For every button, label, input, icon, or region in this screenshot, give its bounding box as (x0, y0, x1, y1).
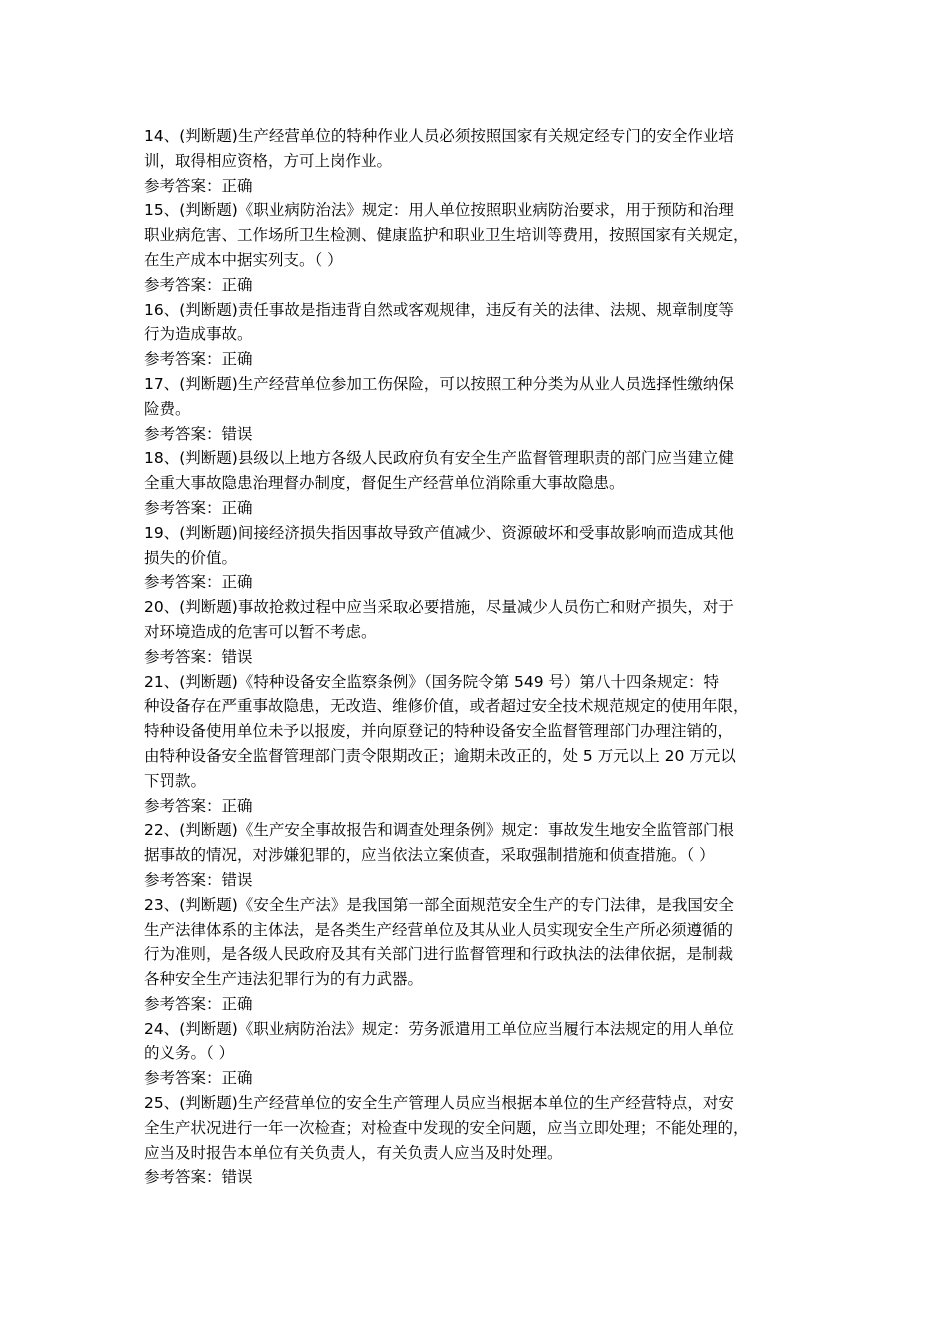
question-block (144, 446, 834, 520)
question-block (144, 198, 834, 297)
question-line: 17、(判断题)生产经营单位参加工伤保险，可以按照工种分类为从业人员选择性缴纳保 (144, 374, 734, 393)
question-line: 下罚款。 (144, 771, 207, 790)
question-line: 14、(判断题)生产经营单位的特种作业人员必须按照国家有关规定经专门的安全作业培 (144, 127, 734, 145)
question-block (144, 124, 834, 198)
question-text (144, 893, 834, 992)
question-block (144, 1017, 834, 1091)
question-block (144, 818, 834, 892)
question-line: 险费。 (144, 399, 191, 418)
reference-answer: 参考答案：正确 (144, 573, 253, 592)
reference-answer: 参考答案：正确 (144, 994, 253, 1013)
question-line: 的义务。（ ） (144, 1044, 235, 1063)
question-block (144, 893, 834, 1017)
question-line: 各种安全生产违法犯罪行为的有力武器。 (144, 970, 424, 989)
reference-answer: 参考答案：正确 (144, 1069, 253, 1088)
question-block (144, 1091, 834, 1190)
question-text (144, 198, 834, 272)
reference-answer: 参考答案：错误 (144, 424, 253, 443)
question-line: 16、(判断题)责任事故是指违背自然或客观规律，违反有关的法律、法规、规章制度等 (144, 300, 734, 319)
question-text (144, 1017, 834, 1067)
question-text (144, 372, 834, 422)
question-block (144, 372, 834, 446)
question-line: 损失的价值。 (144, 548, 238, 567)
question-line: 职业病危害、工作场所卫生检测、健康监护和职业卫生培训等费用，按照国家有关规定， (144, 226, 749, 245)
question-line: 种设备存在严重事故隐患，无改造、维修价值，或者超过安全技术规范规定的使用年限， (144, 697, 749, 716)
question-line: 生产法律体系的主体法，是各类生产经营单位及其从业人员实现安全生产所必须遵循的 (144, 920, 734, 939)
question-text (144, 818, 834, 868)
question-block (144, 595, 834, 669)
question-text (144, 670, 834, 794)
question-line: 由特种设备安全监督管理部门责令限期改正；逾期未改正的，处 5 万元以上 20 万元以 (144, 746, 736, 765)
question-text (144, 595, 834, 645)
reference-answer: 参考答案：正确 (144, 176, 253, 195)
reference-answer: 参考答案：错误 (144, 870, 253, 889)
question-line: 全生产状况进行一年一次检查；对检查中发现的安全问题，应当立即处理；不能处理的， (144, 1118, 749, 1137)
question-line: 22、(判断题)《生产安全事故报告和调查处理条例》规定：事故发生地安全监管部门根 (144, 821, 734, 840)
question-line: 行为造成事故。 (144, 325, 253, 344)
question-text (144, 1091, 834, 1165)
reference-answer: 参考答案：正确 (144, 498, 253, 517)
question-line: 19、(判断题)间接经济损失指因事故导致产值减少、资源破坏和受事故影响而造成其他 (144, 523, 734, 542)
question-text (144, 521, 834, 571)
question-block (144, 298, 834, 372)
question-line: 18、(判断题)县级以上地方各级人民政府负有安全生产监督管理职责的部门应当建立健 (144, 449, 734, 468)
question-line: 23、(判断题)《安全生产法》是我国第一部全面规范安全生产的专门法律，是我国安全 (144, 895, 734, 914)
question-line: 在生产成本中据实列支。（ ） (144, 250, 343, 269)
question-line: 行为准则，是各级人民政府及其有关部门进行监督管理和行政执法的法律依据，是制裁 (144, 945, 734, 964)
question-line: 全重大事故隐患治理督办制度，督促生产经营单位消除重大事故隐患。 (144, 474, 625, 493)
question-line: 20、(判断题)事故抢救过程中应当采取必要措施，尽量减少人员伤亡和财产损失，对于 (144, 598, 734, 617)
question-block (144, 521, 834, 595)
question-line: 25、(判断题)生产经营单位的安全生产管理人员应当根据本单位的生产经营特点，对安 (144, 1094, 734, 1113)
question-line: 对环境造成的危害可以暂不考虑。 (144, 622, 377, 641)
reference-answer: 参考答案：正确 (144, 350, 253, 369)
question-line: 应当及时报告本单位有关负责人，有关负责人应当及时处理。 (144, 1143, 563, 1162)
question-block (144, 670, 834, 819)
reference-answer: 参考答案：错误 (144, 647, 253, 666)
question-line: 训，取得相应资格，方可上岗作业。 (144, 151, 393, 170)
question-text (144, 446, 834, 496)
question-line: 21、(判断题)《特种设备安全监察条例》（国务院令第 549 号）第八十四条规定：特 (144, 672, 720, 691)
document-page (144, 124, 834, 1190)
question-line: 据事故的情况，对涉嫌犯罪的，应当依法立案侦查，采取强制措施和侦查措施。（ ） (144, 846, 715, 865)
question-line: 15、(判断题)《职业病防治法》规定：用人单位按照职业病防治要求，用于预防和治理 (144, 201, 734, 220)
question-text (144, 124, 834, 174)
question-line: 特种设备使用单位未予以报废，并向原登记的特种设备安全监督管理部门办理注销的， (144, 722, 734, 741)
question-line: 24、(判断题)《职业病防治法》规定：劳务派遣用工单位应当履行本法规定的用人单位 (144, 1019, 734, 1038)
question-text (144, 298, 834, 348)
reference-answer: 参考答案：正确 (144, 796, 253, 815)
reference-answer: 参考答案：正确 (144, 275, 253, 294)
reference-answer: 参考答案：错误 (144, 1168, 253, 1187)
